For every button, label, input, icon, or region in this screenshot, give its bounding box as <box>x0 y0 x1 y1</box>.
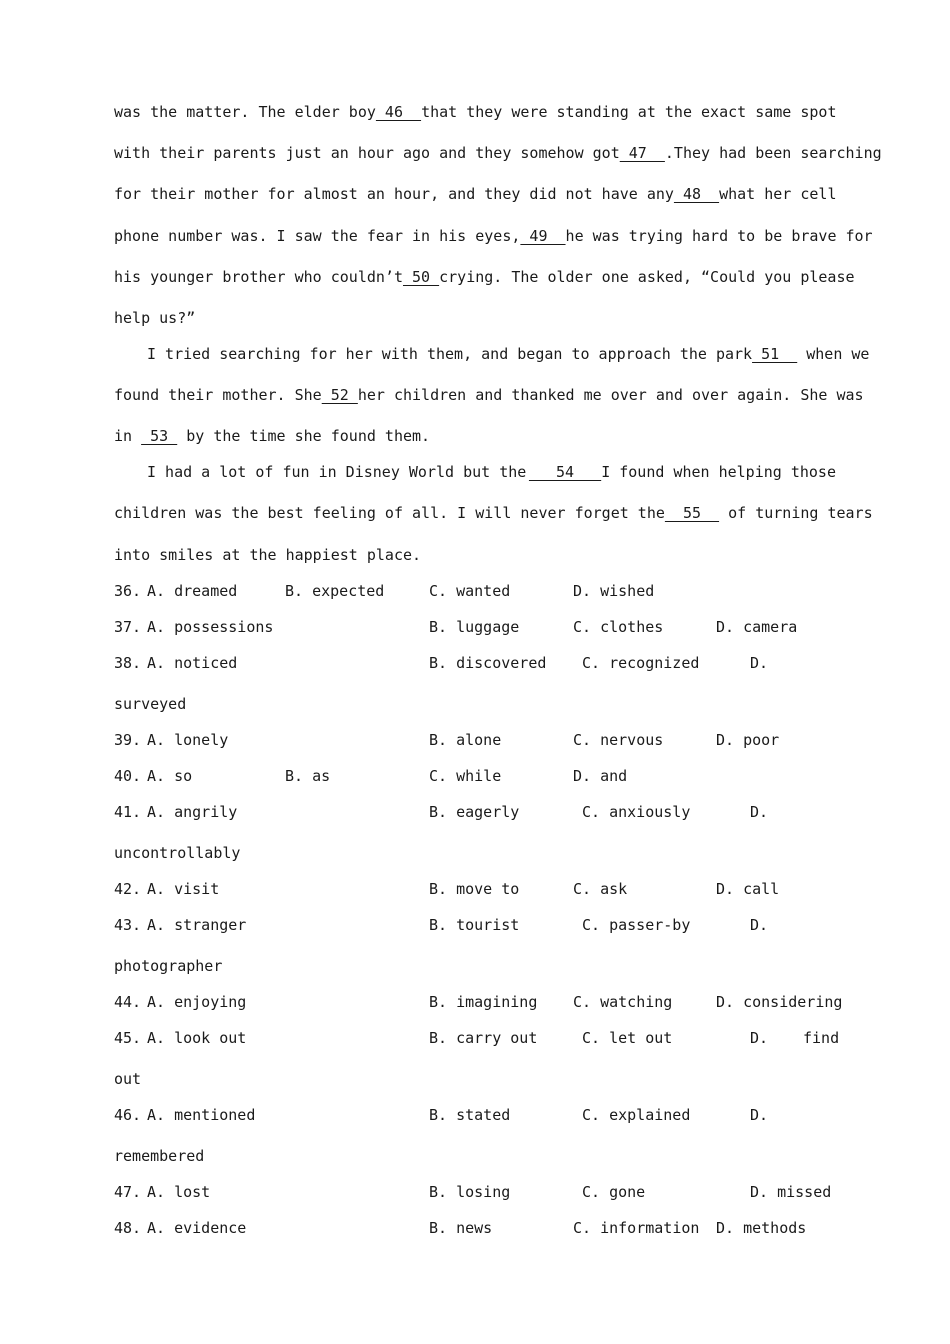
option-a: A. possessions <box>147 618 274 636</box>
blank-group <box>752 344 869 364</box>
text: in <box>114 427 133 445</box>
blank-50: 50 <box>402 268 440 286</box>
option-b: B. discovered <box>429 654 547 672</box>
option-c: C. nervous <box>573 731 664 749</box>
option-c: C. watching <box>573 993 673 1011</box>
text: for their mother for almost an hour, and they did not have any <box>114 185 674 203</box>
option-a: A. lonely <box>147 731 229 749</box>
text: phone number was. I saw the fear in his eyes, <box>114 227 521 245</box>
option-b: B. eagerly <box>429 803 520 821</box>
text: what her cell <box>719 185 837 203</box>
passage-line <box>114 267 855 287</box>
option-b: B. move to <box>429 880 520 898</box>
text: by the time she found them. <box>186 427 431 445</box>
question-number: 42. <box>114 880 142 898</box>
option-a: A. dreamed <box>147 582 238 600</box>
option-c: C. while <box>429 767 502 785</box>
option-d: D. <box>750 654 769 672</box>
option-c: C. passer-by <box>582 916 691 934</box>
option-c: C. recognized <box>582 654 700 672</box>
blank-51: 51 <box>752 345 798 363</box>
option-b: B. stated <box>429 1106 511 1124</box>
option-a: A. so <box>147 767 193 785</box>
option-a: A. noticed <box>147 654 238 672</box>
blank-group <box>620 143 882 163</box>
blank-47: 47 <box>619 144 665 162</box>
question-number: 45. <box>114 1029 142 1047</box>
question-number: 44. <box>114 993 142 1011</box>
option-c: C. ask <box>573 880 628 898</box>
blank-49: 49 <box>520 227 566 245</box>
passage-line <box>147 462 836 482</box>
option-d-text: remembered <box>114 1147 205 1165</box>
option-c: C. anxiously <box>582 803 691 821</box>
text: of turning tears <box>728 504 873 522</box>
blank-group <box>529 462 836 482</box>
option-c: C. clothes <box>573 618 664 636</box>
option-b: B. carry out <box>429 1029 538 1047</box>
text: when we <box>806 345 870 363</box>
option-a: A. lost <box>147 1183 211 1201</box>
blank-group <box>665 503 873 523</box>
option-d: D. considering <box>716 993 843 1011</box>
option-d: D. methods <box>716 1219 807 1237</box>
option-a: A. stranger <box>147 916 247 934</box>
text: children was the best feeling of all. I will never forget the <box>114 504 665 522</box>
blank-group <box>322 385 864 405</box>
option-d: D. missed <box>750 1183 832 1201</box>
option-d: D. poor <box>716 731 780 749</box>
option-c: C. wanted <box>429 582 511 600</box>
text: I found when helping those <box>601 463 836 481</box>
option-b: B. alone <box>429 731 502 749</box>
question-number: 39. <box>114 731 142 749</box>
question-number: 41. <box>114 803 142 821</box>
option-d-text: photographer <box>114 957 223 975</box>
blank-55: 55 <box>664 504 720 522</box>
option-c: C. information <box>573 1219 700 1237</box>
option-c: C. gone <box>582 1183 646 1201</box>
blank-54: 54 <box>528 463 602 481</box>
option-d: D. and <box>573 767 628 785</box>
question-number: 40. <box>114 767 142 785</box>
option-a: A. evidence <box>147 1219 247 1237</box>
text: crying. The older one asked, “Could you please <box>439 268 855 286</box>
option-d: D. camera <box>716 618 798 636</box>
option-b: B. news <box>429 1219 493 1237</box>
option-b: B. losing <box>429 1183 511 1201</box>
blank-46: 46 <box>375 103 422 121</box>
text: with their parents just an hour ago and they somehow got <box>114 144 620 162</box>
option-d: D. <box>750 1106 769 1124</box>
option-a: A. look out <box>147 1029 247 1047</box>
passage-line <box>114 143 882 163</box>
option-b: B. imagining <box>429 993 538 1011</box>
passage-line <box>114 503 873 523</box>
blank-group <box>403 267 855 287</box>
option-d: D. wished <box>573 582 655 600</box>
passage-line <box>114 184 836 204</box>
text: I had a lot of fun in Disney World but the <box>147 463 527 481</box>
option-c: C. explained <box>582 1106 691 1124</box>
text: .They had been searching <box>664 144 882 162</box>
text: he was trying hard to be brave for <box>565 227 873 245</box>
blank-group <box>674 184 837 204</box>
option-d-text: surveyed <box>114 695 187 713</box>
blank-48: 48 <box>673 185 720 203</box>
option-d: D. <box>750 1029 769 1047</box>
option-b: B. luggage <box>429 618 520 636</box>
option-b: B. expected <box>285 582 385 600</box>
option-d: D. call <box>716 880 780 898</box>
text: found their mother. She <box>114 386 322 404</box>
option-d: D. <box>750 916 769 934</box>
text: her children and thanked me over and over again. She was <box>357 386 864 404</box>
question-number: 36. <box>114 582 142 600</box>
question-number: 37. <box>114 618 142 636</box>
blank-group <box>520 226 872 246</box>
question-number: 48. <box>114 1219 142 1237</box>
passage-line <box>114 385 864 405</box>
option-c: C. let out <box>582 1029 673 1047</box>
text: his younger brother who couldn’t <box>114 268 403 286</box>
blank-52: 52 <box>321 386 358 404</box>
passage-line <box>114 426 836 446</box>
passage-line: help us?” <box>114 309 196 327</box>
text: that they were standing at the exact same spot <box>421 103 837 121</box>
text: I tried searching for her with them, and began to approach the park <box>147 345 753 363</box>
option-d-text: out <box>114 1070 142 1088</box>
option-d-word: find <box>803 1029 840 1047</box>
blank-53: 53 <box>141 427 178 445</box>
option-a: A. enjoying <box>147 993 247 1011</box>
question-number: 38. <box>114 654 142 672</box>
passage-line <box>114 226 873 246</box>
option-d: D. <box>750 803 769 821</box>
question-number: 47. <box>114 1183 142 1201</box>
option-b: B. tourist <box>429 916 520 934</box>
option-a: A. visit <box>147 880 220 898</box>
question-number: 43. <box>114 916 142 934</box>
option-b: B. as <box>285 767 331 785</box>
option-a: A. mentioned <box>147 1106 256 1124</box>
option-a: A. angrily <box>147 803 238 821</box>
passage-line <box>114 102 836 122</box>
passage-line: into smiles at the happiest place. <box>114 546 422 564</box>
question-number: 46. <box>114 1106 142 1124</box>
option-d-text: uncontrollably <box>114 844 241 862</box>
passage-line <box>147 344 870 364</box>
text: was the matter. The elder boy <box>114 103 376 121</box>
